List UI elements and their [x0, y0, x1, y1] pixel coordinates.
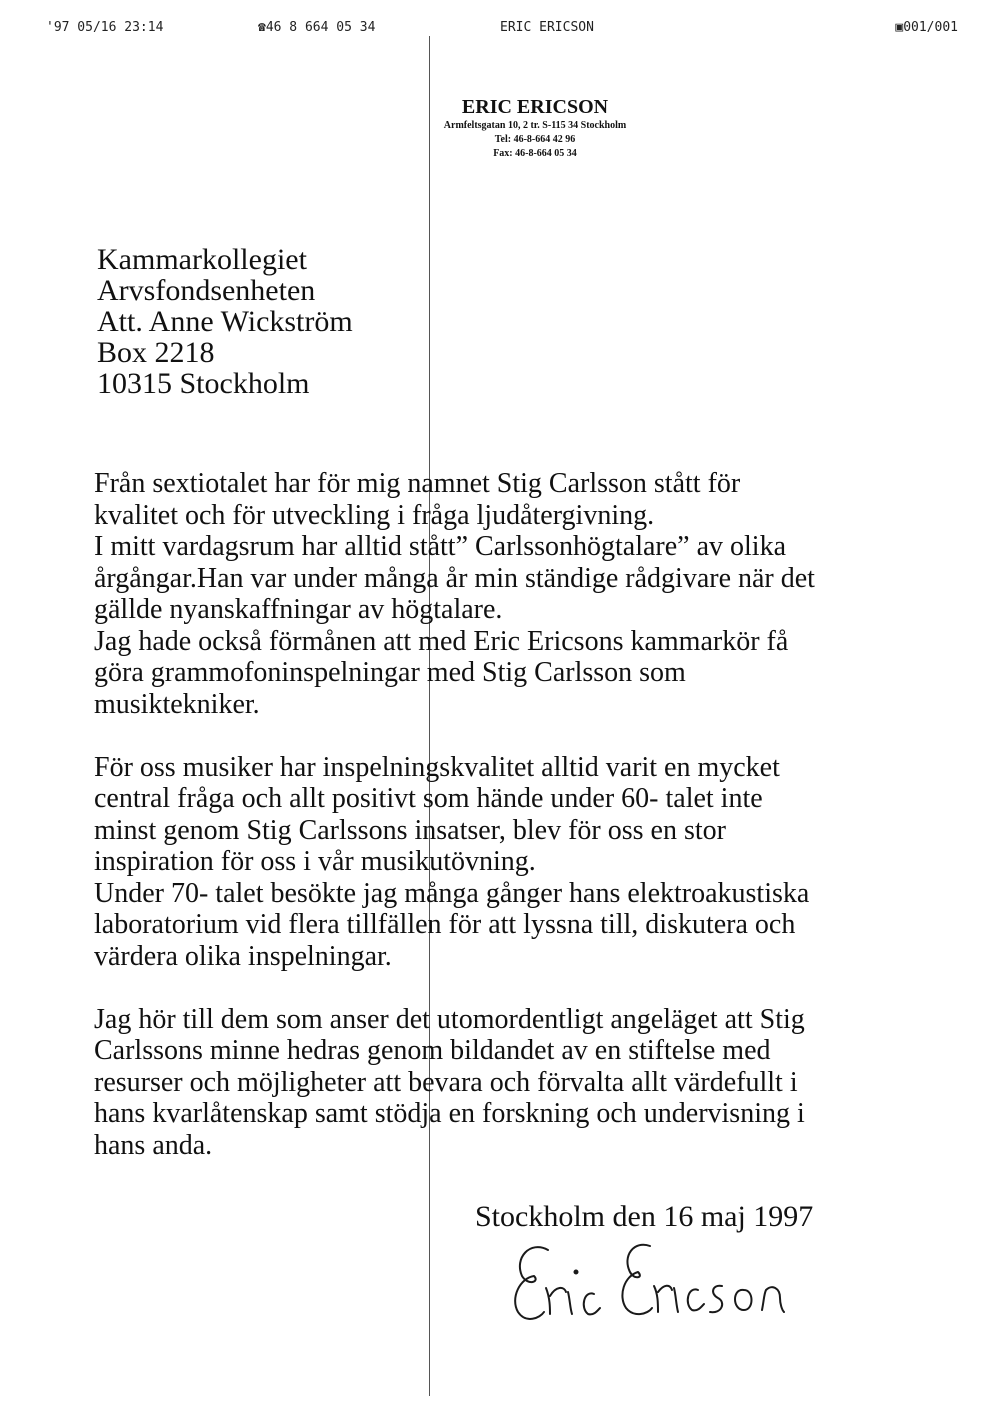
body-line: inspiration för oss i vår musikutövning.: [94, 846, 536, 877]
body-line: hans kvarlåtenskap samt stödja en forskning och undervisning i: [94, 1098, 805, 1129]
body-line: Jag hör till dem som anser det utomordentligt angeläget att Stig: [94, 1003, 805, 1035]
letterhead-tel: Tel: 46-8-664 42 96: [494, 134, 576, 145]
recipient-line: Att. Anne Wickström: [97, 305, 353, 338]
signature-image: [500, 1228, 820, 1328]
body-line: resurser och möjligheter att bevara och förvalta allt värdefullt i: [94, 1066, 798, 1098]
recipient-line: Kammarkollegiet: [97, 243, 307, 276]
body-line: hans anda.: [94, 1129, 213, 1161]
recipient-line: 10315 Stockholm: [97, 367, 310, 400]
body-line: kvalitet och för utveckling i fråga ljudåtergivning.: [94, 499, 655, 531]
body-line: I mitt vardagsrum har alltid stått” Carlssonhögtalare” av olika: [94, 531, 787, 562]
body-line: Carlssons minne hedras genom bildandet av en stiftelse med: [94, 1035, 771, 1066]
fax-datetime: '97 05/16 23:14: [46, 20, 164, 35]
recipient-line: Box 2218: [97, 336, 215, 369]
fax-page-count: ▣001/001: [895, 20, 958, 35]
body-line: musiktekniker.: [94, 688, 260, 720]
paragraph-3: [94, 1004, 914, 1162]
fax-phone-number: ☎46 8 664 05 34: [258, 20, 376, 35]
letterhead: [420, 96, 650, 161]
body-line: För oss musiker har inspelningskvalitet alltid varit en mycket: [94, 751, 780, 783]
recipient-address: [97, 244, 353, 399]
closing-place-date: Stockholm den 16 maj 1997: [475, 1200, 814, 1233]
body-line: årgångar.Han var under många år min ständige rådgivare när det: [94, 562, 815, 594]
body-line: Från sextiotalet har för mig namnet Stig Carlsson stått för: [94, 468, 741, 499]
letterhead-address: Armfeltsgatan 10, 2 tr. S-115 34 Stockholm: [443, 120, 627, 131]
letterhead-fax: Fax: 46-8-664 05 34: [493, 148, 577, 159]
body-line: gällde nyanskaffningar av högtalare.: [94, 594, 503, 625]
body-line: central fråga och allt positivt som hände under 60- talet inte: [94, 783, 763, 814]
body-line: Under 70- talet besökte jag många gånger hans elektroakustiska: [94, 877, 810, 909]
recipient-line: Arvsfondsenheten: [97, 274, 316, 307]
paragraph-1: [94, 468, 914, 720]
fax-header: [0, 20, 1000, 40]
letterhead-name: ERIC ERICSON: [461, 96, 609, 118]
body-line: laboratorium vid flera tillfällen för att lyssna till, diskutera och: [94, 909, 796, 940]
body-line: Jag hade också förmånen att med Eric Ericsons kammarkör få: [94, 625, 789, 657]
body-line: värdera olika inspelningar.: [94, 940, 392, 972]
body-line: göra grammofoninspelningar med Stig Carlsson som: [94, 657, 686, 688]
paragraph-2: [94, 752, 914, 973]
fax-sender: ERIC ERICSON: [500, 20, 594, 35]
letter-body: [94, 468, 914, 1193]
body-line: minst genom Stig Carlssons insatser, blev för oss en stor: [94, 814, 726, 846]
